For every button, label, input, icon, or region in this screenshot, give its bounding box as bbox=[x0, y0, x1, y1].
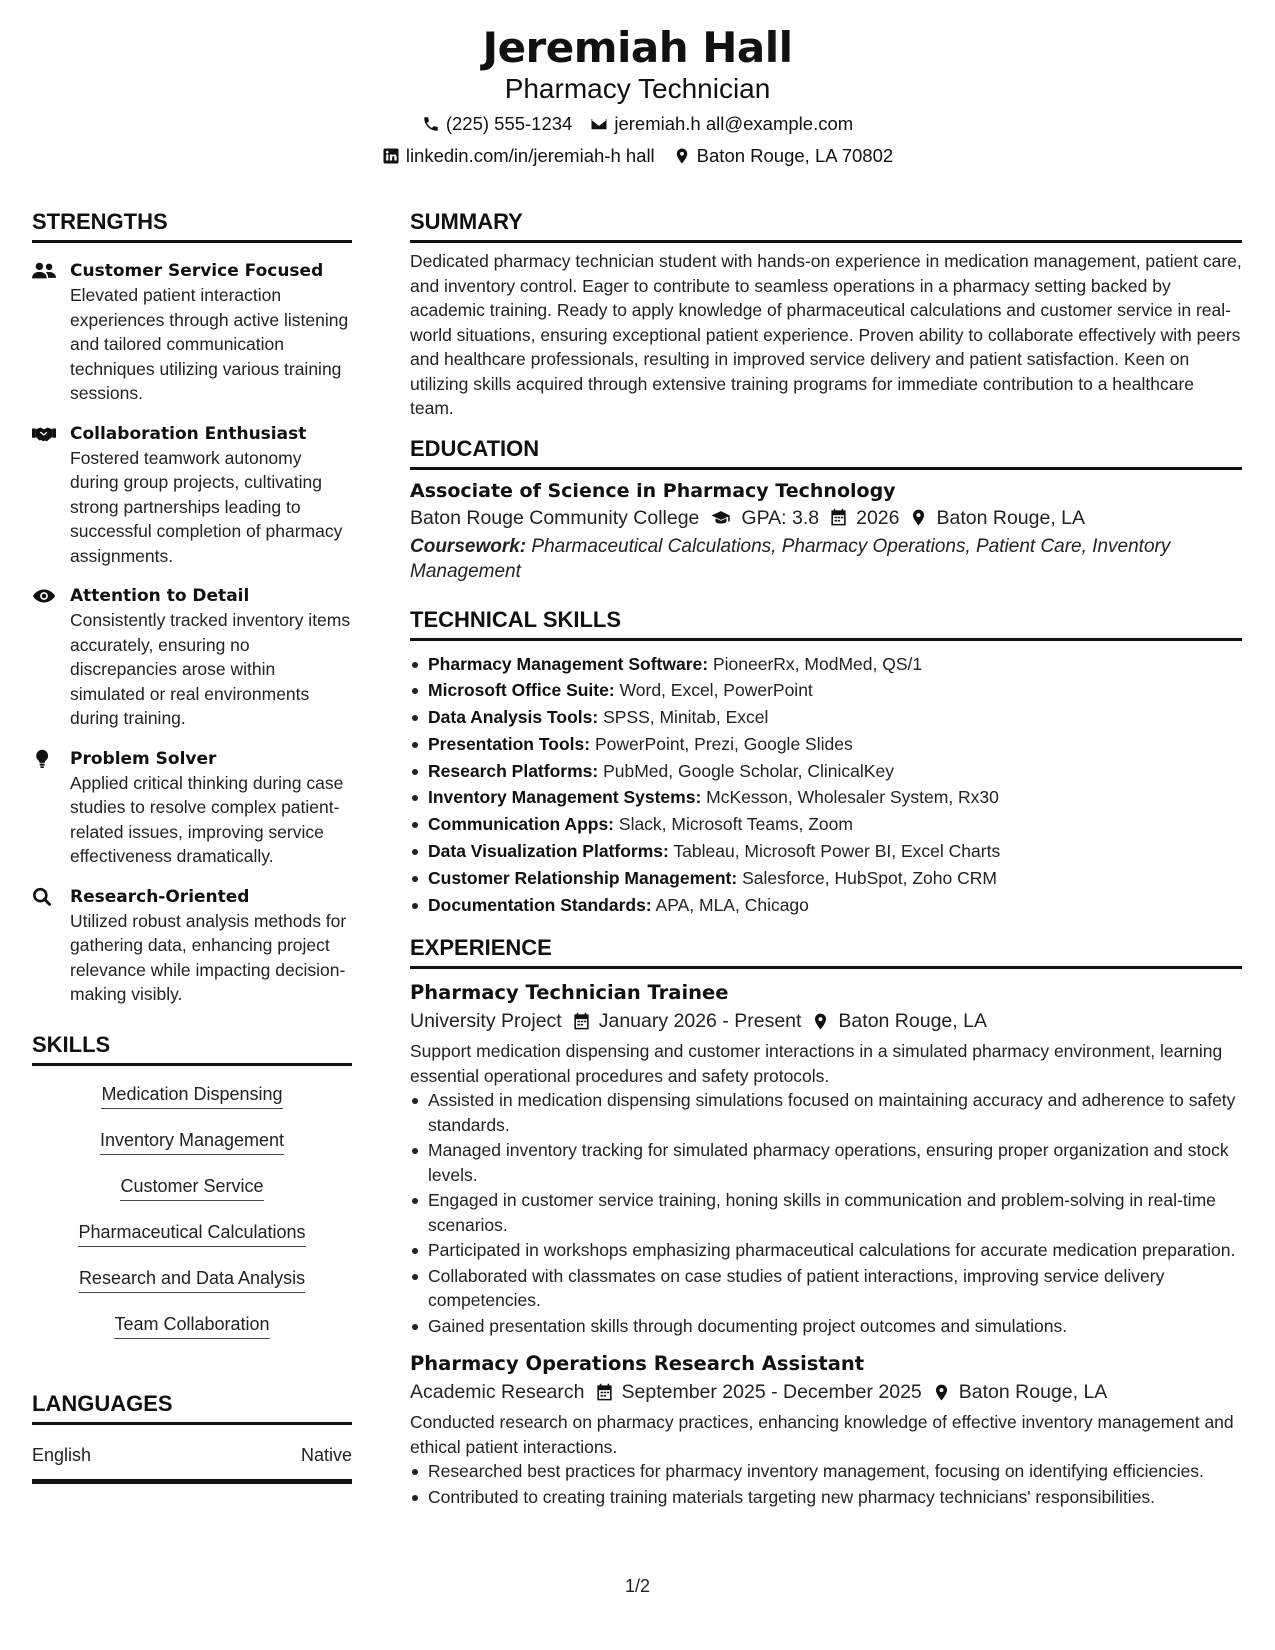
list-item: Data Analysis Tools: SPSS, Minitab, Excel bbox=[410, 704, 1242, 731]
strength-title: Customer Service Focused bbox=[70, 261, 324, 281]
strength-item bbox=[32, 422, 352, 569]
language-row bbox=[32, 1443, 352, 1484]
email-text: jeremiah.h all@example.com bbox=[614, 113, 854, 134]
skills-section bbox=[32, 1031, 352, 1350]
list-item: Presentation Tools: PowerPoint, Prezi, Google Slides bbox=[410, 731, 1242, 758]
education-year: 2026 bbox=[856, 506, 900, 529]
handshake-icon bbox=[32, 424, 56, 444]
list-item: Contributed to creating training materials targeting new pharmacy technicians' responsibilities. bbox=[410, 1485, 1242, 1510]
linkedin-icon bbox=[382, 147, 400, 165]
coursework-label: Coursework: bbox=[410, 535, 527, 557]
strengths-heading: STRENGTHS bbox=[32, 208, 352, 243]
school-name: Baton Rouge Community College bbox=[410, 506, 700, 529]
search-icon bbox=[32, 887, 56, 907]
strength-title: Problem Solver bbox=[70, 748, 217, 769]
strength-item bbox=[32, 259, 352, 406]
list-item: Researched best practices for pharmacy inventory management, focusing on identifying efficiencies. bbox=[410, 1459, 1242, 1484]
job-meta bbox=[410, 1007, 1242, 1035]
list-item: Pharmacy Management Software: PioneerRx, ModMed, QS/1 bbox=[410, 651, 1242, 678]
education-meta bbox=[410, 504, 1242, 532]
job-dates: September 2025 - December 2025 bbox=[621, 1381, 922, 1404]
list-item: Participated in workshops emphasizing pharmaceutical calculations for accurate medication preparation. bbox=[410, 1238, 1242, 1263]
resume-header bbox=[0, 22, 1275, 168]
left-column bbox=[32, 208, 352, 1484]
candidate-title: Pharmacy Technician bbox=[504, 73, 771, 104]
skill-tag: Pharmaceutical Calculations bbox=[78, 1220, 305, 1247]
map-pin-icon bbox=[673, 147, 691, 165]
job-description: Conducted research on pharmacy practices, enhancing knowledge of effective inventory management and ethical patient interactions. bbox=[410, 1412, 1234, 1457]
job-bullets bbox=[410, 1088, 1242, 1338]
map-pin-icon bbox=[932, 1383, 951, 1402]
phone-contact[interactable] bbox=[422, 112, 573, 136]
list-item: Communication Apps: Slack, Microsoft Teams, Zoom bbox=[410, 811, 1242, 838]
strength-desc: Applied critical thinking during case studies to resolve complex patient-related issues, improving service effectiveness dramatically. bbox=[70, 772, 344, 866]
skill-tag: Medication Dispensing bbox=[101, 1082, 282, 1109]
education-heading: EDUCATION bbox=[410, 435, 1242, 470]
strength-desc: Utilized robust analysis methods for gathering data, enhancing project relevance while impacting decision-making visibly. bbox=[70, 910, 347, 1004]
job-org: Academic Research bbox=[410, 1381, 585, 1404]
job-meta bbox=[410, 1378, 1242, 1406]
skill-tag: Research and Data Analysis bbox=[79, 1266, 305, 1293]
phone-text: (225) 555-1234 bbox=[445, 113, 573, 134]
skill-tag: Inventory Management bbox=[100, 1128, 284, 1155]
technical-skills-section bbox=[410, 606, 1242, 919]
list-item: Customer Relationship Management: Salesforce, HubSpot, Zoho CRM bbox=[410, 865, 1242, 892]
map-pin-icon bbox=[909, 508, 928, 527]
strength-item bbox=[32, 584, 352, 731]
list-item: Gained presentation skills through documenting project outcomes and simulations. bbox=[410, 1314, 1242, 1339]
skill-tag: Team Collaboration bbox=[114, 1312, 269, 1339]
strengths-section bbox=[32, 208, 352, 1007]
list-item: Inventory Management Systems: McKesson, Wholesaler System, Rx30 bbox=[410, 784, 1242, 811]
languages-section bbox=[32, 1390, 352, 1484]
contact-row-2 bbox=[0, 144, 1275, 168]
calendar-icon bbox=[829, 508, 848, 527]
contact-row-1 bbox=[0, 112, 1275, 136]
job-location: Baton Rouge, LA bbox=[838, 1010, 987, 1033]
experience-section bbox=[410, 934, 1242, 1509]
right-column bbox=[410, 208, 1242, 1510]
candidate-name: Jeremiah Hall bbox=[482, 23, 793, 72]
technical-skills-heading: TECHNICAL SKILLS bbox=[410, 606, 1242, 641]
language-level: Native bbox=[300, 1444, 352, 1465]
linkedin-text: linkedin.com/in/jeremiah-h hall bbox=[405, 145, 655, 166]
job-description: Support medication dispensing and customer interactions in a simulated pharmacy environment, learning essential operational procedures and safety protocols. bbox=[410, 1041, 1223, 1086]
job-bullets bbox=[410, 1459, 1242, 1509]
calendar-icon bbox=[572, 1012, 591, 1031]
skill-tag: Customer Service bbox=[120, 1174, 263, 1201]
email-contact[interactable] bbox=[590, 112, 853, 136]
language-name: English bbox=[32, 1444, 92, 1465]
skills-list bbox=[32, 1074, 352, 1350]
job-dates: January 2026 - Present bbox=[598, 1010, 802, 1033]
strength-desc: Elevated patient interaction experiences through active listening and tailored communication techniques utilizing various training sessions. bbox=[70, 285, 349, 403]
list-item: Data Visualization Platforms: Tableau, Microsoft Power BI, Excel Charts bbox=[410, 838, 1242, 865]
strength-item bbox=[32, 885, 352, 1007]
degree-title: Associate of Science in Pharmacy Technology bbox=[410, 479, 896, 502]
summary-text: Dedicated pharmacy technician student with hands-on experience in medication management, patient care, and inventory control. Eager to contribute to seamless operations in a pharmacy setting backed by academic training. Ready to apply knowledge of pharmaceutical calculations and customer service in real-world situations, ensuring exceptional patient experience. Proven ability to collaborate effectively with peers and healthcare professionals, resulting in improved service delivery and patient satisfaction. Keen on utilizing skills acquired through extensive training programs for immediate contribution to a healthcare team. bbox=[410, 251, 1242, 418]
linkedin-contact[interactable] bbox=[382, 144, 655, 168]
location-contact bbox=[673, 144, 893, 168]
list-item: Research Platforms: PubMed, Google Scholar, ClinicalKey bbox=[410, 758, 1242, 785]
graduation-cap-icon bbox=[709, 508, 733, 527]
technical-skills-list bbox=[410, 651, 1242, 919]
summary-section bbox=[410, 208, 1242, 421]
list-item: Assisted in medication dispensing simulations focused on maintaining accuracy and adherence to safety standards. bbox=[410, 1088, 1242, 1137]
education-location: Baton Rouge, LA bbox=[936, 506, 1086, 529]
summary-heading: SUMMARY bbox=[410, 208, 1242, 243]
languages-heading: LANGUAGES bbox=[32, 1390, 352, 1425]
strength-desc: Consistently tracked inventory items accurately, ensuring no discrepancies arose within simulated or real environments during training. bbox=[70, 610, 351, 728]
strength-item bbox=[32, 747, 352, 869]
job-location: Baton Rouge, LA bbox=[958, 1381, 1108, 1404]
coursework bbox=[410, 534, 1242, 584]
phone-icon bbox=[422, 115, 440, 133]
job-title: Pharmacy Technician Trainee bbox=[410, 981, 729, 1005]
job-entry bbox=[410, 979, 1242, 1338]
map-pin-icon bbox=[811, 1012, 830, 1031]
strength-title: Research-Oriented bbox=[70, 886, 250, 907]
strength-title: Attention to Detail bbox=[70, 586, 250, 606]
strength-title: Collaboration Enthusiast bbox=[70, 423, 307, 444]
users-icon bbox=[32, 261, 56, 281]
job-org: University Project bbox=[410, 1010, 562, 1033]
lightbulb-icon bbox=[32, 749, 56, 769]
list-item: Managed inventory tracking for simulated pharmacy operations, ensuring proper organization and stock levels. bbox=[410, 1138, 1242, 1187]
page-number: 1/2 bbox=[624, 1576, 651, 1596]
coursework-text: Pharmaceutical Calculations, Pharmacy Operations, Patient Care, Inventory Management bbox=[410, 535, 1171, 582]
gpa-text: GPA: 3.8 bbox=[741, 506, 820, 529]
list-item: Collaborated with classmates on case studies of patient interactions, improving service delivery competencies. bbox=[410, 1264, 1242, 1313]
calendar-icon bbox=[595, 1383, 614, 1402]
education-section bbox=[410, 435, 1242, 584]
skills-heading: SKILLS bbox=[32, 1031, 352, 1066]
job-entry bbox=[410, 1350, 1242, 1509]
location-text: Baton Rouge, LA 70802 bbox=[696, 145, 894, 166]
strength-desc: Fostered teamwork autonomy during group projects, cultivating strong partnerships leading to successful completion of pharmacy assignments. bbox=[70, 447, 343, 566]
eye-icon bbox=[32, 586, 56, 606]
list-item: Engaged in customer service training, honing skills in communication and problem-solving in real-time scenarios. bbox=[410, 1188, 1242, 1237]
job-title: Pharmacy Operations Research Assistant bbox=[410, 1352, 865, 1376]
envelope-icon bbox=[590, 115, 608, 133]
experience-heading: EXPERIENCE bbox=[410, 934, 1242, 969]
list-item: Documentation Standards: APA, MLA, Chicago bbox=[410, 892, 1242, 919]
list-item: Microsoft Office Suite: Word, Excel, PowerPoint bbox=[410, 677, 1242, 704]
